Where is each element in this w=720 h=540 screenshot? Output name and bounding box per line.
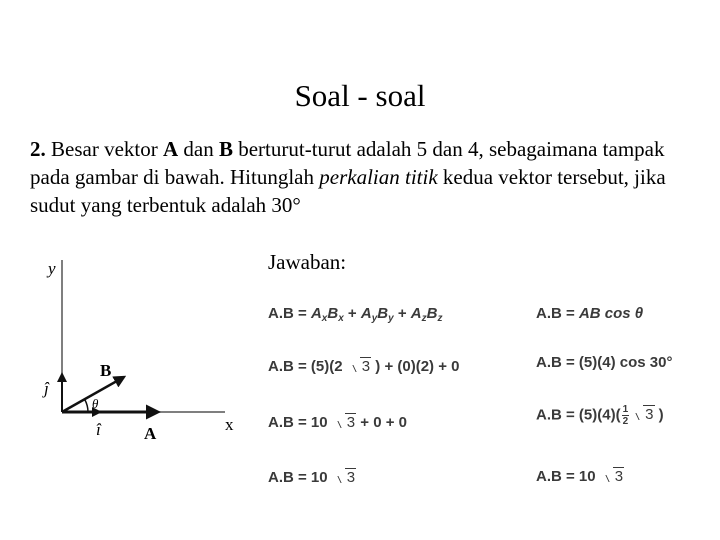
vector-b-label: B xyxy=(100,361,112,380)
step-left-1: $A.B = A_xB_x + A_yB_y + A_zB_z$ xyxy=(268,305,443,324)
vector-a-name: A xyxy=(162,137,179,161)
sqrt-symbol: 3 xyxy=(334,467,356,489)
y-axis-label: y xyxy=(48,259,56,278)
angle-theta-label: θ xyxy=(92,396,99,411)
problem-text-4: kedua vektor tersebut, jika sudut yang terbentuk adalah 30° xyxy=(30,165,666,217)
problem-text-2: dan xyxy=(178,137,219,161)
vector-diagram xyxy=(30,250,250,450)
step-right-4: A.B = 10 3 xyxy=(536,466,624,488)
problem-number: 2. xyxy=(30,137,46,161)
unit-j-label: ĵ xyxy=(44,379,49,398)
problem-text-3: berturut-turut adalah 5 dan 4, sebagaimana tampak pada gambar di bawah. Hitunglah xyxy=(30,137,665,189)
step-right-2: A.B = (5)(4) cos 30° xyxy=(536,354,673,371)
step-right-3: A.B = (5)(4)( $\frac{1}{2}$ 3 ) xyxy=(536,404,664,427)
fraction: $\frac{1}{2}$ xyxy=(622,404,629,427)
x-axis-label: x xyxy=(225,415,234,434)
step-left-3: A.B = 10 3 + 0 + 0 xyxy=(268,412,407,434)
sqrt-symbol: 3 xyxy=(632,404,654,426)
angle-arc xyxy=(85,400,88,412)
step-left-2: A.B = (5)(2 3 ) + (0)(2) + 0 xyxy=(268,356,459,378)
vector-a-label: A xyxy=(144,424,157,443)
slide-title: Soal - soal xyxy=(294,78,426,113)
sqrt-symbol: 3 xyxy=(602,466,624,488)
answer-label: Jawaban: xyxy=(268,250,347,274)
problem-text-1: Besar vektor xyxy=(45,137,163,161)
step-right-1: A.B = AB cos θ xyxy=(536,305,644,322)
sqrt-symbol: 3 xyxy=(334,412,356,434)
sqrt-symbol: 3 xyxy=(349,356,371,378)
problem-statement xyxy=(30,135,700,219)
problem-emphasis: perkalian titik xyxy=(319,165,438,189)
vector-b-name: B xyxy=(218,137,233,161)
step-left-4: A.B = 10 3 xyxy=(268,467,356,489)
unit-i-label: î xyxy=(96,420,101,439)
